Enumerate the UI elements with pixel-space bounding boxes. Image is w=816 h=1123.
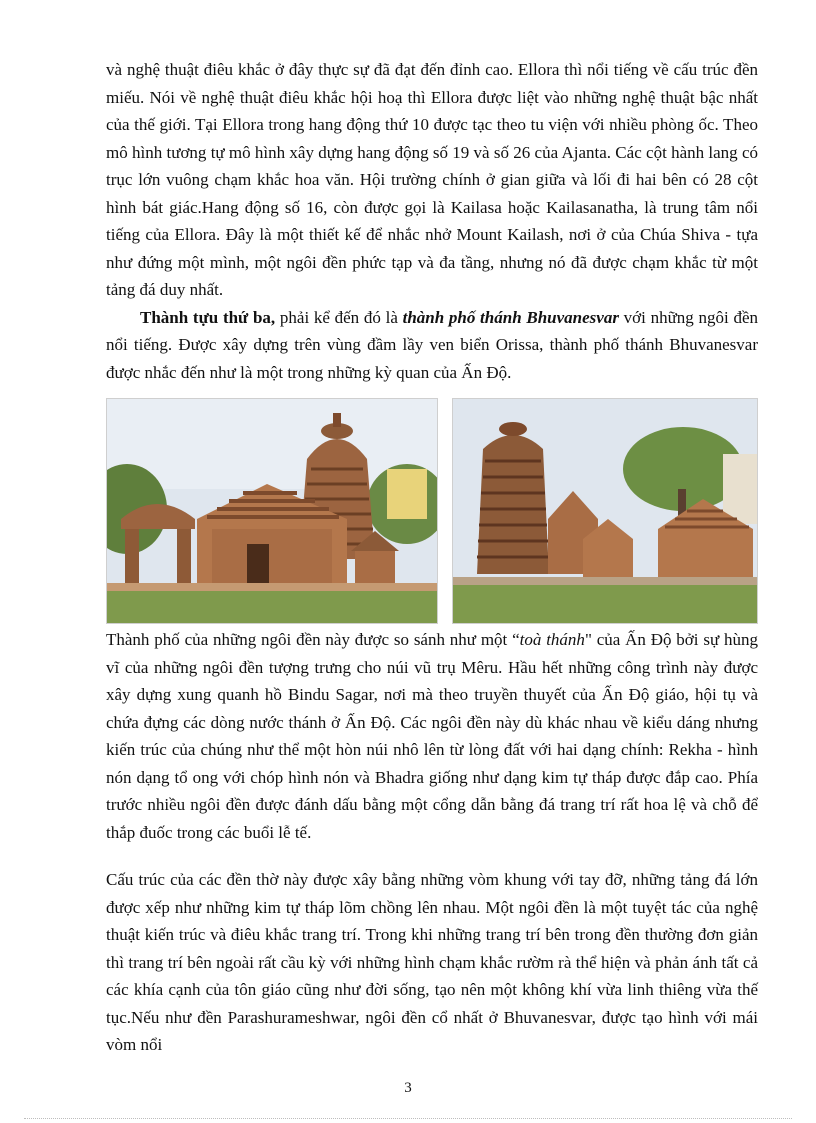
intro-rest: với những ngôi đền nổi tiếng. Được xây dựng trên vùng đầm lầy ven biển Orissa, thành phố thánh Bhuvanesvar được nhắc đến như là một trong những kỳ quan của Ấn Độ. [106,307,758,382]
paragraph-structure-text: Cấu trúc của các đền thờ này được xây bằng những vòm khung với tay đỡ, những tảng đá lớn được xếp như những kim tự tháp lõm chồng lên nhau. Một ngôi đền là một tuyệt tác của nghệ thuật kiến trúc và điêu khắc trang trí. Trong khi những trang trí bên trong đền thường đơn giản thì trang trí bên ngoài rất cầu kỳ với những hình chạm khắc rườm rà thể hiện và phản ánh tất cả các khía cạnh của tôn giáo cũng như đời sống, tạo nên một không khí vừa linh thiêng vừa thế tục.Nếu như đền Parashurameshwar, ngôi đền cổ nhất ở Bhuvanesvar, được tạo hình với mái vòm nổi [106,870,758,1054]
achievement-heading: Thành tựu thứ ba, [140,307,276,327]
temple-photo-right [452,398,758,624]
paragraph-bhuvanesvar-intro [106,304,758,387]
paragraph-holy-see-text [106,626,758,846]
temple-photo-left [106,398,438,624]
temple-image-left [107,399,437,623]
holy-see-emphasis: toà thánh [519,630,585,649]
paragraph-ellora [106,56,758,386]
page-number: 3 [404,1080,412,1096]
paragraph-structure [106,866,758,1059]
paragraph-holy-see [106,626,758,846]
holy-see-start: Thành phố của những ngôi đền này được so sánh như một “ [106,630,520,649]
holy-city-emphasis: thành phố thánh Bhuvanesvar [402,307,619,327]
holy-see-rest: " của Ấn Độ bởi sự hùng vĩ của những ngôi đền tượng trưng cho núi vũ trụ Mêru. Hầu hết những công trình này được xây dựng xung quanh hồ Bindu Sagar, nơi mà theo truyền thuyết của Ấn Độ giáo, hội tụ và chứa đựng các dòng nước thánh ở Ấn Độ. Các ngôi đền này dù khác nhau về kiểu dáng nhưng kiến trúc của chúng như thể một hòn núi nhô lên từ lòng đất với hai dạng chính: Rekha - hình nón dạng tổ ong với chóp hình nón và Bhadra giống như dạng kim tự tháp được đắp cao. Phía trước nhiều ngôi đền được đánh dấu bằng một cổng dẫn bằng đá trang trí rất hoa lệ và chỗ để thắp đuốc trong các buổi lễ tế. [106,630,758,842]
footer-divider [24,1118,792,1119]
paragraph-ellora-text: và nghệ thuật điêu khắc ở đây thực sự đã đạt đến đỉnh cao. Ellora thì nổi tiếng về cấu trúc đền miếu. Nói về nghệ thuật điêu khắc hội hoạ thì Ellora được liệt vào những nghệ thuật bậc nhất của thế giới. Tại Ellora trong hang động thứ 10 được tạc theo tu viện với nhiều phòng ốc. Theo mô hình tương tự mô hình xây dựng hang động số 19 và số 26 của Ajanta. Các cột hành lang có trục lớn vuông chạm khắc hoa văn. Hội trường chính ở gian giữa và lối đi hai bên có 28 cột hình bát giác.Hang động số 16, còn được gọi là Kailasa hoặc Kailasanatha, là trung tâm nổi tiếng của Ellora. Đây là một thiết kế để nhắc nhở Mount Kailash, nơi ở của Chúa Shiva - tựa như đứng một mình, một ngôi đền phức tạp và đa tầng, nhưng nó đã được chạm khắc từ một tảng đá duy nhất. [106,60,758,299]
temple-image-right [453,399,757,623]
intro-connector: phải kể đến đó là [275,307,403,327]
